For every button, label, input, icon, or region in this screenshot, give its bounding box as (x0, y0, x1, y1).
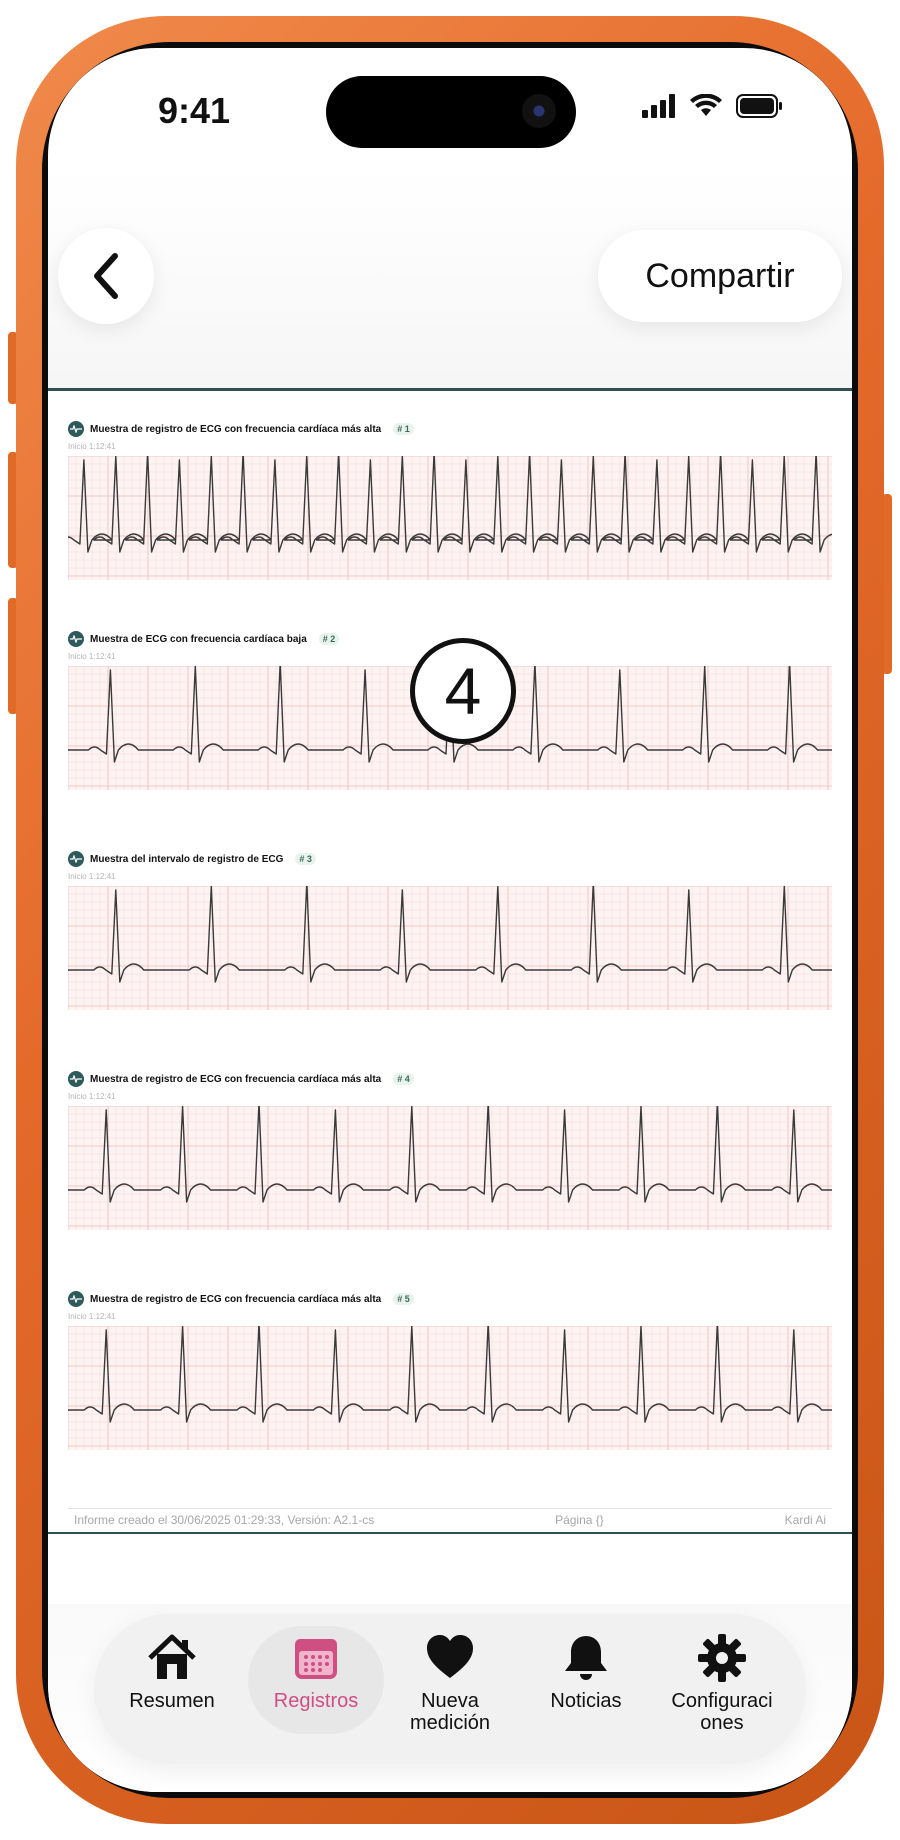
calendar-icon (290, 1632, 342, 1684)
ecg-record-header (68, 850, 832, 868)
status-icons (642, 94, 784, 118)
status-time: 9:41 (158, 90, 231, 131)
ecg-record-title: Muestra de registro de ECG con frecuencia cardíaca más alta (90, 423, 382, 435)
screen (48, 48, 852, 1792)
ecg-wave-icon (68, 631, 84, 647)
ecg-record-title: Muestra del intervalo de registro de ECG (90, 853, 284, 865)
report-footer (68, 1508, 832, 1530)
bottom-divider (48, 1532, 852, 1534)
ecg-wave-icon (68, 421, 84, 437)
tab-bar-area (48, 1604, 852, 1792)
share-button[interactable]: Compartir (598, 230, 842, 322)
gear-icon (696, 1632, 748, 1684)
tab-resumen[interactable] (104, 1626, 240, 1734)
ecg-strip (68, 886, 832, 1010)
step-marker: 4 (410, 638, 516, 744)
chevron-left-icon (89, 252, 123, 300)
ecg-record-number-value: 4 (404, 1074, 410, 1084)
dynamic-island (326, 76, 576, 148)
tab-bar (94, 1614, 806, 1764)
front-camera-icon (522, 94, 556, 128)
ecg-record (68, 420, 832, 580)
ecg-strip (68, 456, 832, 580)
report-page: Página {} (555, 1512, 604, 1527)
tab-label: Registros (273, 1690, 359, 1712)
ecg-record-number: # 4 (393, 1073, 414, 1085)
tab-noticias[interactable] (518, 1626, 654, 1734)
ecg-wave-icon (68, 1291, 84, 1307)
ecg-record-start: Inicio 1:12:41 (68, 1092, 116, 1101)
ecg-record-number-value: 2 (330, 634, 336, 644)
ecg-record (68, 1290, 832, 1450)
ecg-record-start: Inicio 1:12:41 (68, 1312, 116, 1321)
ecg-strip (68, 1326, 832, 1450)
ecg-record-start: Inicio 1:12:41 (68, 652, 116, 661)
ecg-record-number: # 2 (319, 633, 340, 645)
ecg-waveform (68, 1106, 832, 1230)
ecg-waveform (68, 886, 832, 1010)
back-button[interactable] (58, 228, 154, 324)
tab-label: Nueva medición (409, 1690, 491, 1734)
ecg-record (68, 1070, 832, 1230)
ecg-wave-icon (68, 851, 84, 867)
report-created: Informe creado el 30/06/2025 01:29:33, Versión: A2.1-cs (74, 1512, 375, 1527)
ecg-record-title: Muestra de registro de ECG con frecuencia cardíaca más alta (90, 1073, 382, 1085)
ecg-record-title: Muestra de registro de ECG con frecuencia cardíaca más alta (90, 1293, 382, 1305)
ecg-record-header (68, 420, 832, 438)
ecg-record (68, 850, 832, 1010)
ecg-record-number: # 5 (393, 1293, 414, 1305)
ecg-record-header (68, 1290, 832, 1308)
wifi-icon (690, 94, 722, 118)
ecg-record-start: Inicio 1:12:41 (68, 442, 116, 451)
heart-icon (424, 1632, 476, 1684)
ecg-record-number-value: 3 (306, 854, 312, 864)
ecg-record-number-value: 5 (404, 1294, 410, 1304)
report-brand: Kardi Ai (784, 1512, 826, 1527)
ecg-record-number-value: 1 (404, 424, 410, 434)
tab-label: Resumen (129, 1690, 215, 1712)
header (48, 168, 852, 388)
tab-configuraciones[interactable] (654, 1626, 790, 1734)
ecg-record-start: Inicio 1:12:41 (68, 872, 116, 881)
ecg-waveform (68, 1326, 832, 1450)
ecg-wave-icon (68, 1071, 84, 1087)
battery-icon (736, 94, 784, 118)
ecg-record-number: # 1 (393, 423, 414, 435)
bell-icon (560, 1632, 612, 1684)
ecg-strip (68, 1106, 832, 1230)
ecg-record-header (68, 1070, 832, 1088)
signal-icon (642, 94, 676, 118)
ecg-record-number: # 3 (295, 853, 316, 865)
home-icon (146, 1632, 198, 1684)
ecg-waveform (68, 456, 832, 580)
tab-nueva-medicion[interactable] (382, 1626, 518, 1734)
ecg-record-title: Muestra de ECG con frecuencia cardíaca baja (90, 633, 307, 645)
tab-registros[interactable] (248, 1626, 384, 1734)
top-divider (48, 388, 852, 391)
tab-label: Noticias (550, 1690, 622, 1712)
tab-label: Configuraci ones (671, 1690, 773, 1734)
